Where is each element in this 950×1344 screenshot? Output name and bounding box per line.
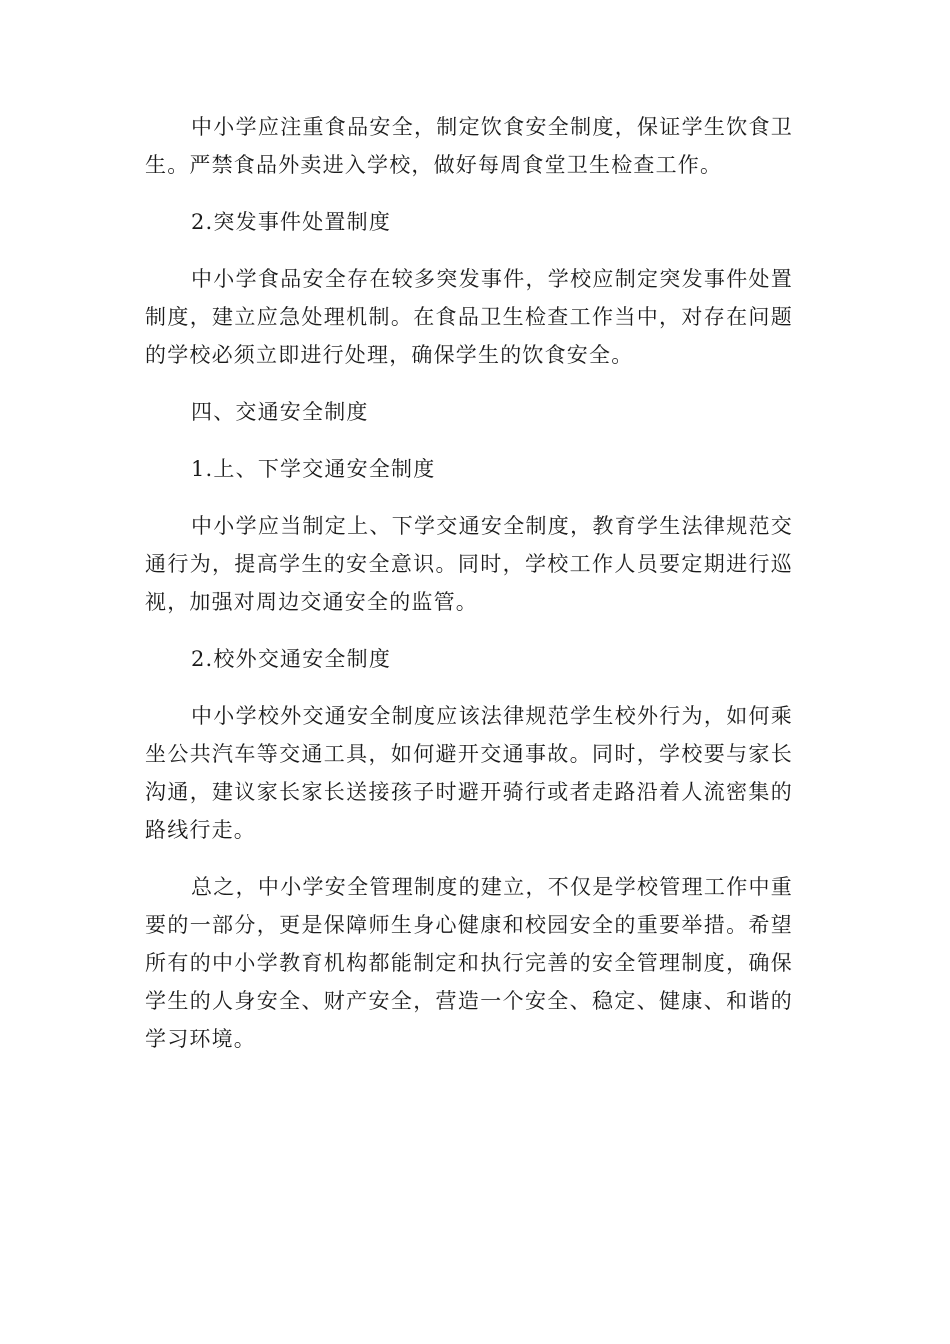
paragraph-commute-traffic-safety: 中小学应当制定上、下学交通安全制度，教育学生法律规范交通行为，提高学生的安全意识。同时，学校工作人员要定期进行巡视，加强对周边交通安全的监管。 [145, 514, 793, 614]
paragraph-emergency-handling: 中小学食品安全存在较多突发事件，学校应制定突发事件处置制度，建立应急处理机制。在食品卫生检查工作当中，对存在问题的学校必须立即进行处理，确保学生的饮食安全。 [145, 267, 793, 367]
paragraph-offcampus-traffic-safety: 中小学校外交通安全制度应该法律规范学生校外行为，如何乘坐公共汽车等交通工具，如何避开交通事故。同时，学校要与家长沟通，建议家长家长送接孩子时避开骑行或者走路沿着人流密集的路线行走。 [145, 704, 793, 842]
heading-commute-traffic-safety: 1.上、下学交通安全制度 [191, 457, 436, 481]
heading-offcampus-traffic-safety: 2.校外交通安全制度 [191, 647, 392, 671]
document-body [145, 108, 793, 1077]
paragraph-food-safety: 中小学应注重食品安全，制定饮食安全制度，保证学生饮食卫生。严禁食品外卖进入学校，做好每周食堂卫生检查工作。 [145, 115, 793, 177]
section-heading-traffic-safety: 四、交通安全制度 [191, 400, 369, 424]
heading-emergency-handling: 2.突发事件处置制度 [191, 210, 392, 234]
paragraph-conclusion: 总之，中小学安全管理制度的建立，不仅是学校管理工作中重要的一部分，更是保障师生身心健康和校园安全的重要举措。希望所有的中小学教育机构都能制定和执行完善的安全管理制度，确保学生的人身安全、财产安全，营造一个安全、稳定、健康、和谐的学习环境。 [145, 875, 793, 1051]
